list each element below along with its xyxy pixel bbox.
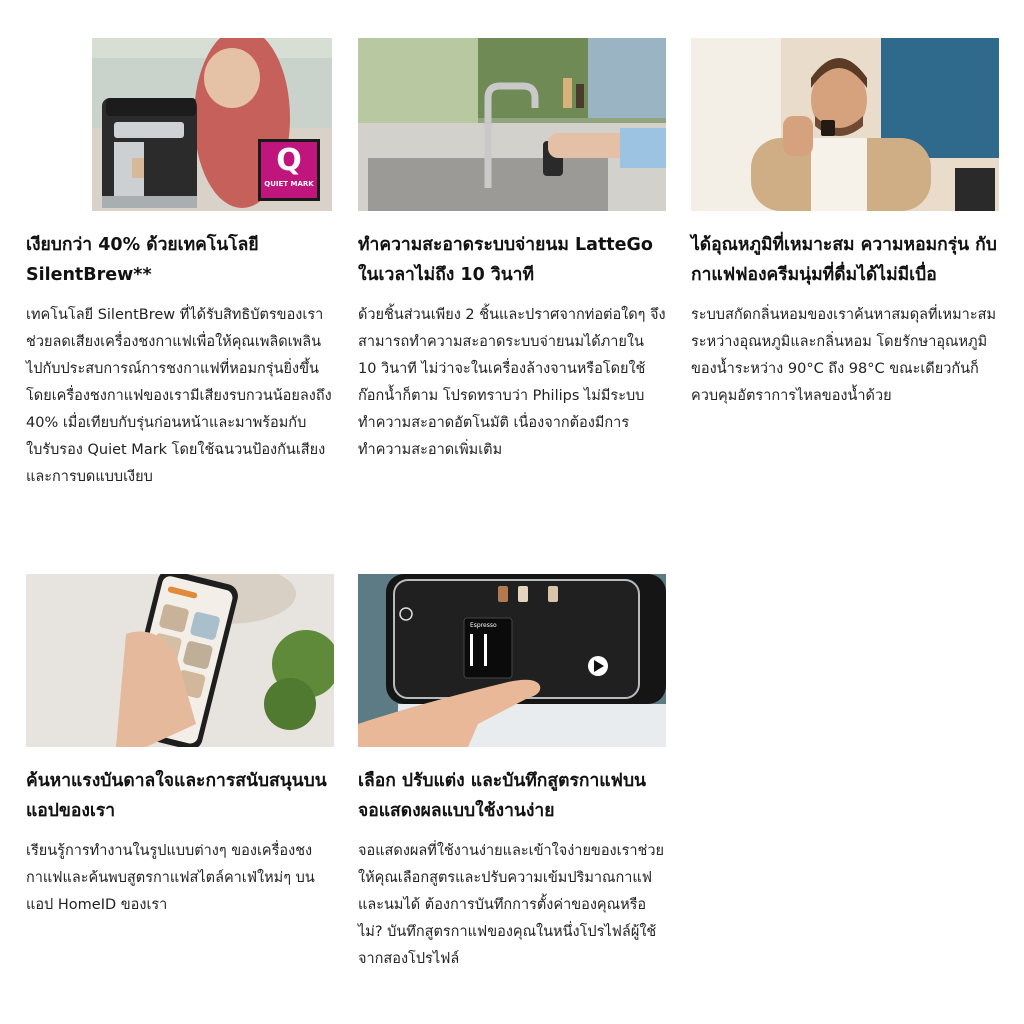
feature-card-homeid-app <box>26 574 334 919</box>
quiet-mark-badge <box>258 139 320 201</box>
feature-card-silentbrew <box>26 38 334 491</box>
feature-image-phone-app <box>26 574 334 747</box>
feature-image-quiet-machine <box>92 38 332 211</box>
feature-description: ระบบสกัดกลิ่นหอมของเราค้นหาสมดุลที่เหมาะสมระหว่างอุณหภูมิและกลิ่นหอม โดยรักษาอุณหภูมิของน้ำระหว่าง 90°C ถึง 98°C ขณะเดียวกันก็ควบคุมอัตราการไหลของน้ำด้วย <box>691 307 997 404</box>
phone-app-illustration <box>26 574 334 747</box>
feature-card-aroma-temperature <box>691 38 999 410</box>
feature-image-display-panel <box>358 574 666 747</box>
display-panel-illustration <box>358 574 666 747</box>
feature-title: ทำความสะอาดระบบจ่ายนม LatteGo ในเวลาไม่ถึง 10 วินาที <box>358 235 653 285</box>
feature-title: ได้อุณหภูมิที่เหมาะสม ความหอมกรุ่น กับกาแฟฟองครีมนุ่มที่ดื่มได้ไม่มีเบื่อ <box>691 235 997 285</box>
feature-title: เงียบกว่า 40% ด้วยเทคโนโลยี SilentBrew** <box>26 235 259 285</box>
quiet-mark-text: QUIET MARK <box>264 180 314 188</box>
quiet-mark-letter: Q <box>276 143 302 178</box>
kitchen-sink-illustration <box>358 38 666 211</box>
feature-description: เรียนรู้การทำงานในรูปแบบต่างๆ ของเครื่องชงกาแฟและค้นพบสูตรกาแฟสไตล์คาเฟ่ใหม่ๆ บนแอป HomeID ของเรา <box>26 843 315 913</box>
display-screen-label: Espresso <box>470 622 497 629</box>
feature-description: ด้วยชิ้นส่วนเพียง 2 ชิ้นและปราศจากท่อต่อใดๆ จึงสามารถทำความสะอาดระบบจ่ายนมได้ภายใน 10 วินาที ไม่ว่าจะในเครื่องล้างจานหรือโดยใช้ก๊อกน้ำก็ตาม โปรดทราบว่า Philips ไม่มีระบบทำความสะอาดอัตโนมัติ เนื่องจากต้องมีการทำความสะอาดเพิ่มเติม <box>358 307 666 458</box>
feature-title: เลือก ปรับแต่ง และบันทึกสูตรกาแฟบนจอแสดงผลแบบใช้งานง่าย <box>358 771 647 821</box>
man-with-coffee-illustration <box>691 38 999 211</box>
feature-description: จอแสดงผลที่ใช้งานง่ายและเข้าใจง่ายของเราช่วยให้คุณเลือกสูตรและปรับความเข้มปริมาณกาแฟและนมได้ ต้องการบันทึกการตั้งค่าของคุณหรือไม่? บันทึกสูตรกาแฟของคุณในหนึ่งโปรไฟล์ผู้ใช้จากสองโปรไฟล์ <box>358 843 665 967</box>
feature-card-lattego-cleaning <box>358 38 666 464</box>
feature-title: ค้นหาแรงบันดาลใจและการสนับสนุนบนแอปของเรา <box>26 771 327 821</box>
feature-card-display <box>358 574 666 973</box>
feature-image-man-coffee <box>691 38 999 211</box>
feature-image-rinsing <box>358 38 666 211</box>
feature-description: เทคโนโลยี SilentBrew ที่ได้รับสิทธิบัตรของเราช่วยลดเสียงเครื่องชงกาแฟเพื่อให้คุณเพลิดเพลินไปกับประสบการณ์การชงกาแฟที่หอมกรุ่นยิ่งขึ้น โดยเครื่องชงกาแฟของเรามีเสียงรบกวนน้อยลงถึง 40% เมื่อเทียบกับรุ่นก่อนหน้าและมาพร้อมกับใบรับรอง Quiet Mark โดยใช้ฉนวนป้องกันเสียงและการบดแบบเงียบ <box>26 307 332 485</box>
